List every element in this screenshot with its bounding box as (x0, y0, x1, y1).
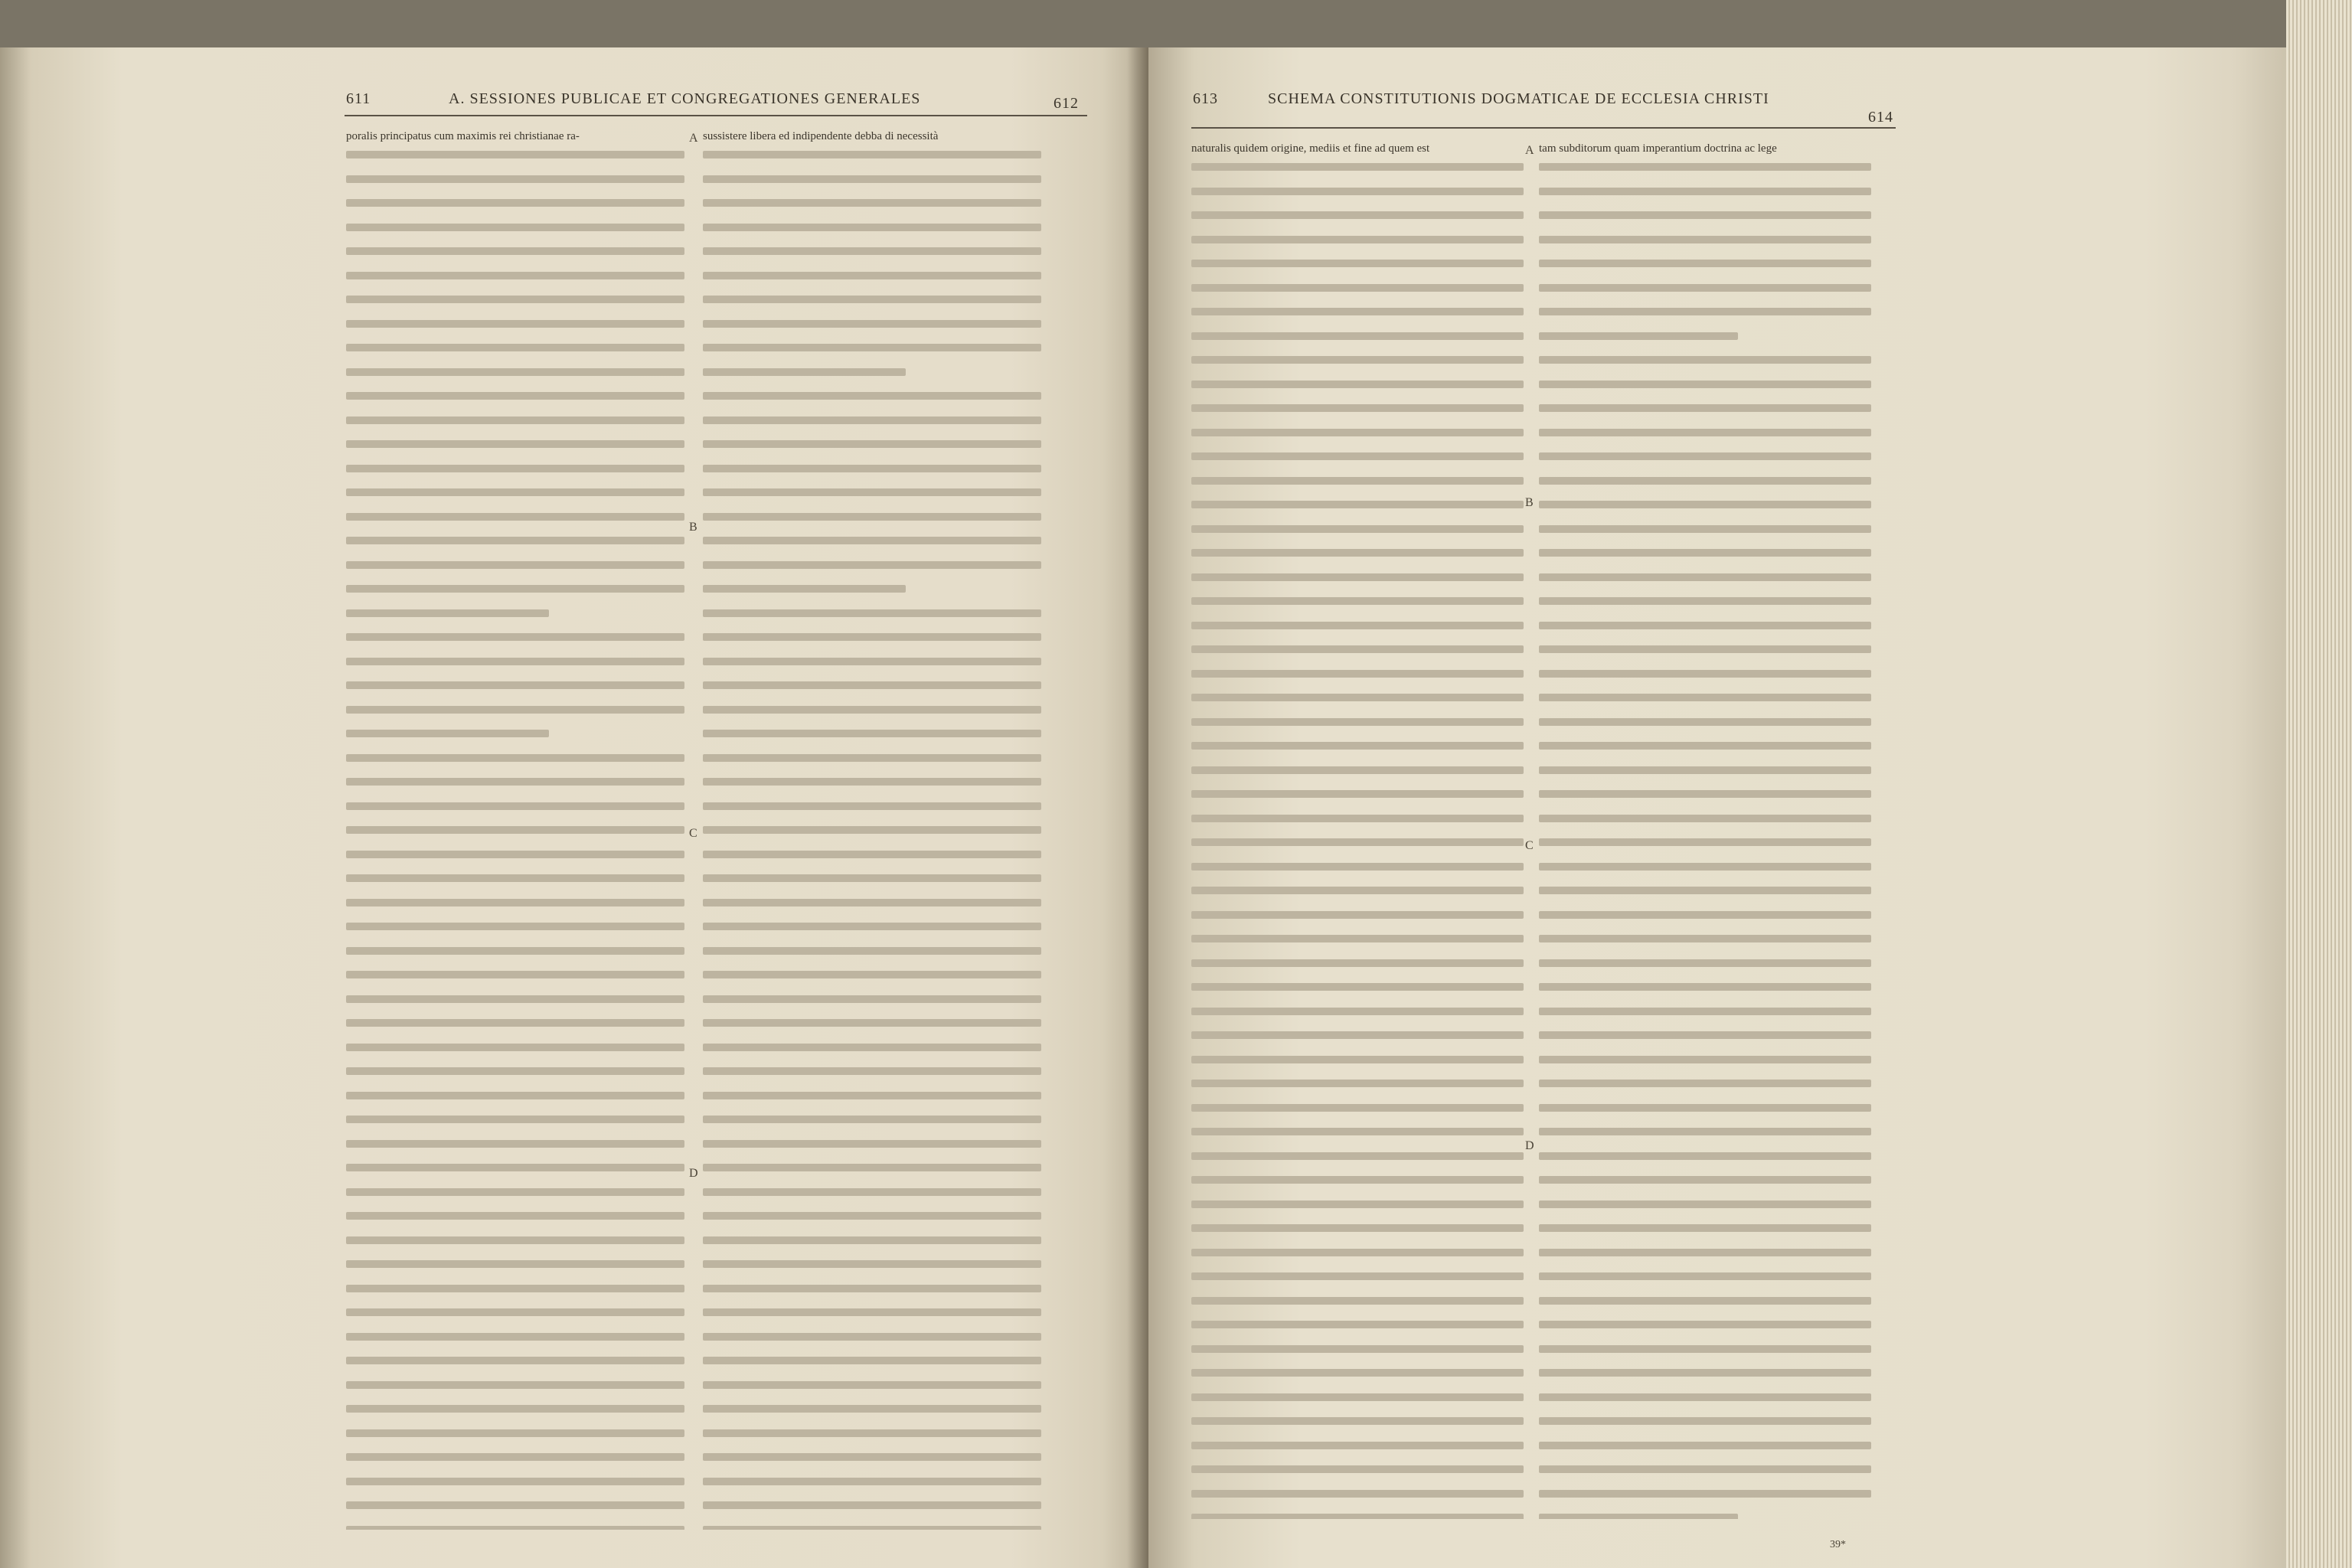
margin-letter-d-right: D (1525, 1139, 1534, 1152)
margin-letter-b-right: B (1525, 496, 1534, 509)
right-running-title: SCHEMA CONSTITUTIONIS DOGMATICAE DE ECCLESIA CHRISTI (1268, 90, 1769, 107)
right-page-number-outer: 614 (1868, 109, 1893, 126)
book-binding-background (0, 0, 2352, 47)
left-column-b (703, 129, 1041, 1530)
page-edges (2286, 0, 2352, 1568)
left-page-number-inner: 612 (1054, 95, 1079, 112)
right-column-a-first-line: naturalis quidem origine, mediis et fine ad quem est (1191, 142, 1430, 155)
left-column-b-first-line: sussistere libera ed indipendente debba di necessità (703, 130, 939, 142)
margin-letter-c-left: C (689, 827, 697, 840)
margin-letter-b-left: B (689, 521, 697, 534)
right-column-b (1539, 141, 1871, 1519)
left-column-a-first-line: poralis principatus cum maximis rei christianae ra- (346, 130, 580, 142)
left-page-number-outer: 611 (346, 90, 371, 107)
left-column-a (346, 129, 684, 1530)
margin-letter-c-right: C (1525, 839, 1534, 852)
right-column-b-first-line: tam subditorum quam imperantium doctrina ac lege (1539, 142, 1777, 155)
margin-letter-d-left: D (689, 1167, 698, 1180)
signature-mark: 39* (1830, 1539, 1846, 1550)
left-running-title: A. SESSIONES PUBLICAE ET CONGREGATIONES GENERALES (449, 90, 921, 107)
right-page-number-inner: 613 (1193, 90, 1218, 107)
left-header-rule (345, 115, 1087, 116)
margin-letter-a-left: A (689, 132, 698, 145)
margin-letter-a-right: A (1525, 144, 1534, 157)
right-column-a (1191, 141, 1524, 1519)
right-header-rule (1191, 127, 1896, 129)
